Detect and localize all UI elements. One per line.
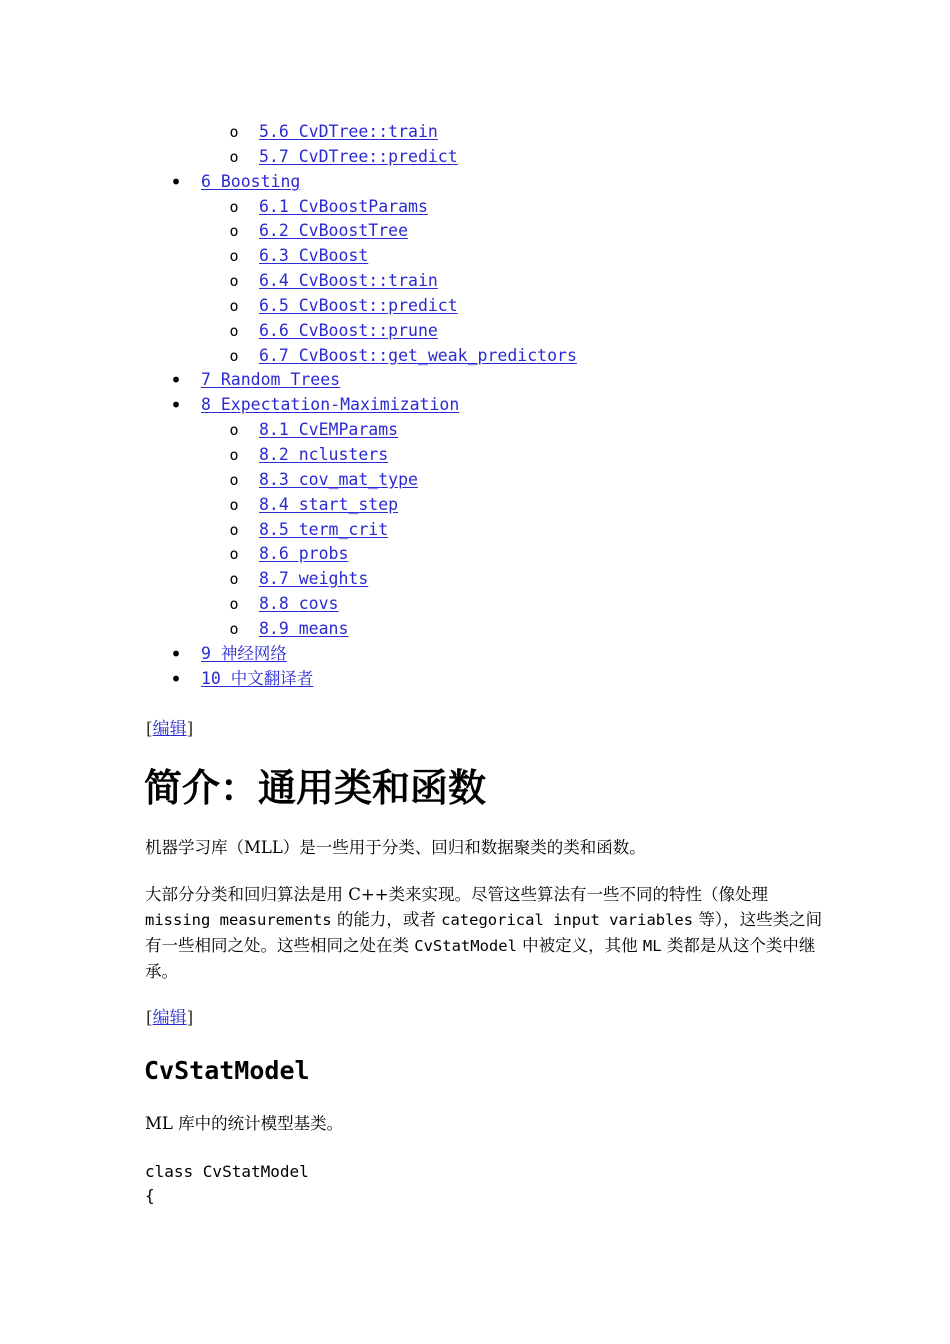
toc-item xyxy=(0,642,950,667)
toc-item xyxy=(0,145,950,170)
toc-item xyxy=(0,493,950,518)
toc-link[interactable]: 6.5 CvBoost::predict xyxy=(259,295,458,315)
bullet-circle-icon: o xyxy=(229,247,239,266)
text-segment: 类都是从这个类中继承。 xyxy=(145,936,816,981)
toc-link[interactable]: 8.1 CvEMParams xyxy=(259,420,399,440)
toc-link[interactable]: 6.7 CvBoost::get_weak_predictors xyxy=(259,345,577,365)
text-segment: 大部分分类和回归算法是用 C++类来实现。尽管这些算法有一些不同的特性（像处理 xyxy=(145,885,769,904)
toc-link[interactable]: 8.7 weights xyxy=(259,569,369,589)
bullet-circle-icon: o xyxy=(229,197,239,216)
toc-item xyxy=(0,617,950,642)
toc-item xyxy=(0,120,950,145)
toc-item xyxy=(0,344,950,369)
bullet-circle-icon: o xyxy=(229,321,239,340)
toc-item xyxy=(0,393,950,418)
toc-item xyxy=(0,418,950,443)
toc-item xyxy=(0,468,950,493)
toc-link[interactable]: 8.2 nclusters xyxy=(259,444,389,464)
bullet-circle-icon: o xyxy=(229,296,239,315)
toc-link[interactable]: 9 神经网络 xyxy=(201,643,287,663)
bullet-circle-icon: o xyxy=(229,470,239,489)
code-term: missing measurements xyxy=(145,911,332,929)
bullet-circle-icon: o xyxy=(229,595,239,614)
toc-item xyxy=(0,319,950,344)
text-segment: 中被定义，其他 xyxy=(516,936,643,955)
cvstatmodel-description: ML 库中的统计模型基类。 xyxy=(145,1114,344,1133)
bullet-circle-icon: o xyxy=(229,123,239,141)
code-line: class CvStatModel xyxy=(145,1162,309,1181)
toc-item xyxy=(0,294,950,319)
bullet-circle-icon: o xyxy=(229,520,239,539)
text-segment: 等），这些类之间有一些相同之处。这些相同之处在类 xyxy=(145,910,823,955)
bullet-circle-icon: o xyxy=(229,570,239,589)
toc-item xyxy=(0,667,950,692)
table-of-contents xyxy=(0,120,950,691)
edit-section-link-1 xyxy=(146,714,193,739)
toc-link[interactable]: 8.3 cov_mat_type xyxy=(259,469,418,489)
bullet-circle-icon: o xyxy=(229,147,239,166)
code-line: { xyxy=(145,1186,155,1205)
bullet-circle-icon: o xyxy=(229,445,239,464)
toc-item xyxy=(0,170,950,195)
toc-link[interactable]: 6.4 CvBoost::train xyxy=(259,271,438,291)
toc-link[interactable]: 8.5 term_crit xyxy=(259,519,389,539)
toc-link[interactable]: 6.2 CvBoostTree xyxy=(259,221,409,241)
edit-bracket-open: [ xyxy=(146,719,153,739)
section-heading-cvstatmodel: CvStatModel xyxy=(144,1056,310,1085)
bullet-circle-icon: o xyxy=(229,346,239,365)
toc-link[interactable]: 8.6 probs xyxy=(259,544,349,564)
toc-link[interactable]: 8 Expectation-Maximization xyxy=(201,395,460,415)
toc-item xyxy=(0,592,950,617)
code-term: ML xyxy=(642,937,662,955)
toc-item xyxy=(0,542,950,567)
edit-bracket-close: ] xyxy=(186,719,194,739)
toc-link[interactable]: 8.9 means xyxy=(259,618,349,638)
toc-link[interactable]: 8.8 covs xyxy=(259,594,339,614)
edit-bracket-open: [ xyxy=(146,1008,153,1028)
bullet-circle-icon: o xyxy=(229,222,239,241)
bullet-disc-icon: • xyxy=(170,393,183,418)
toc-link[interactable]: 8.4 start_step xyxy=(259,494,399,514)
toc-link[interactable]: 6.1 CvBoostParams xyxy=(259,196,428,216)
toc-item xyxy=(0,219,950,244)
bullet-disc-icon: • xyxy=(170,666,183,691)
toc-link[interactable]: 6.3 CvBoost xyxy=(259,246,369,266)
text-segment: 的能力，或者 xyxy=(331,910,442,929)
edit-section-link-2 xyxy=(146,1003,193,1028)
toc-link[interactable]: 5.6 CvDTree::train xyxy=(259,122,438,141)
section-heading-intro: 简介：通用类和函数 xyxy=(144,765,487,810)
toc-item xyxy=(0,518,950,543)
toc-link[interactable]: 7 Random Trees xyxy=(201,370,341,390)
edit-link[interactable]: 编辑 xyxy=(152,1008,187,1028)
intro-paragraph-2 xyxy=(145,882,835,984)
toc-link[interactable]: 6 Boosting xyxy=(201,171,301,191)
toc-item xyxy=(0,567,950,592)
bullet-disc-icon: • xyxy=(170,368,183,393)
code-term: CvStatModel xyxy=(414,937,517,955)
toc-item xyxy=(0,195,950,220)
intro-paragraph-1: 机器学习库（MLL）是一些用于分类、回归和数据聚类的类和函数。 xyxy=(145,838,646,857)
bullet-circle-icon: o xyxy=(229,495,239,514)
bullet-circle-icon: o xyxy=(229,272,239,291)
toc-link[interactable]: 10 中文翻译者 xyxy=(201,668,314,688)
bullet-disc-icon: • xyxy=(170,641,183,666)
bullet-circle-icon: o xyxy=(229,545,239,564)
toc-item xyxy=(0,368,950,393)
bullet-circle-icon: o xyxy=(229,421,239,440)
toc-item xyxy=(0,443,950,468)
bullet-disc-icon: • xyxy=(170,169,183,194)
toc-item xyxy=(0,269,950,294)
toc-item xyxy=(0,244,950,269)
edit-bracket-close: ] xyxy=(186,1008,194,1028)
bullet-circle-icon: o xyxy=(229,619,239,638)
edit-link[interactable]: 编辑 xyxy=(152,719,187,739)
code-term: categorical input variables xyxy=(441,911,694,929)
toc-link[interactable]: 6.6 CvBoost::prune xyxy=(259,320,438,340)
toc-link[interactable]: 5.7 CvDTree::predict xyxy=(259,146,458,166)
code-block xyxy=(145,1160,309,1208)
